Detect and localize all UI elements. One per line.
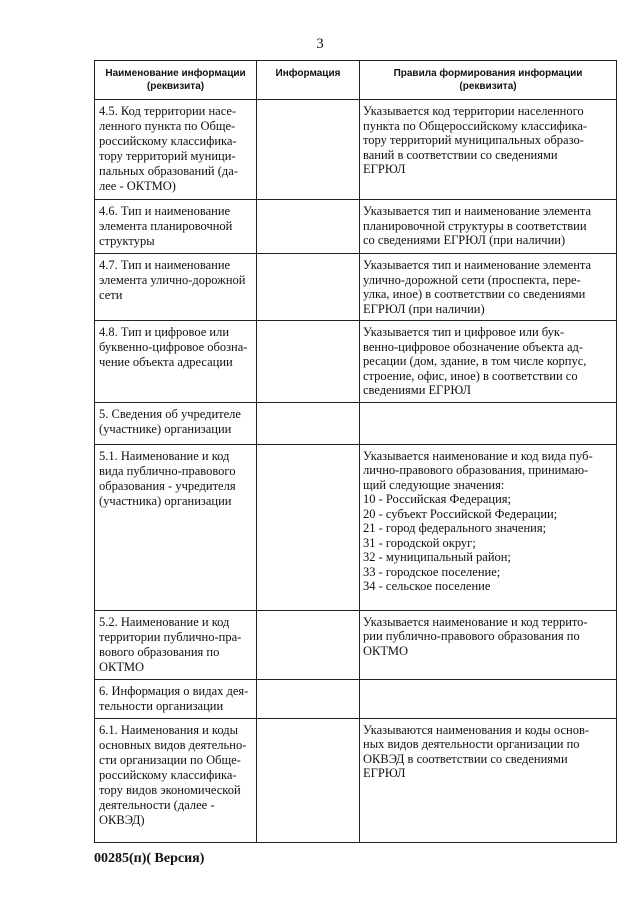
requisite-name-line: 4.6. Тип и наименование	[99, 204, 231, 218]
table-row	[95, 321, 617, 403]
rule-line: 34 - сельское поселение	[363, 579, 491, 593]
rule-line: рии публично-правового образования по	[363, 629, 580, 643]
information-cell	[257, 444, 360, 610]
document-footer: 00285(п)( Версия)	[94, 851, 205, 866]
requisite-name-line: пальных образований (да-	[99, 164, 238, 178]
rule-line: строение, офис, иное) в соответствии со	[363, 368, 578, 383]
rule-line: лично-правового образования, принимаю-	[363, 463, 589, 477]
requisite-name-line: структуры	[99, 234, 155, 248]
requisite-name-line: буквенно-цифровое обозна-	[99, 340, 248, 354]
rule-line: Указывается тип и наименование элемента	[363, 204, 592, 218]
requisite-name-line: российскому классифика-	[99, 134, 237, 148]
requisite-name-line: ОКВЭД)	[99, 812, 145, 827]
rule-line: 21 - город федерального значения;	[363, 521, 547, 535]
requisite-name-cell	[95, 610, 257, 679]
rule-line: Указывается код территории населенного	[363, 104, 584, 118]
rule-line: планировочной структуры в соответствии	[363, 218, 587, 233]
rule-line: 10 - Российская Федерация;	[363, 492, 512, 506]
rule-line: улка, иное) в соответствии со сведениями	[363, 287, 586, 301]
rule-line: Указывается тип и цифровое или бук-	[363, 325, 565, 339]
requisite-name-line: лее - ОКТМО)	[99, 179, 176, 193]
rule-line: венно-цифровое обозначение объекта ад-	[363, 339, 584, 354]
information-cell	[257, 402, 360, 444]
table-row	[95, 402, 617, 444]
rule-line: ЕГРЮЛ	[363, 162, 406, 176]
header-info: Информация	[257, 61, 360, 100]
requisite-name-line: 6.1. Наименования и коды	[99, 722, 238, 737]
rule-line: ЕГРЮЛ (при наличии)	[363, 301, 485, 316]
requisite-name-line: 5.1. Наименование и код	[99, 448, 230, 463]
requisite-name-cell	[95, 402, 257, 444]
rule-cell	[360, 402, 617, 444]
rule-line: 31 - городской округ;	[363, 535, 476, 550]
rule-cell	[360, 254, 617, 321]
requisite-name-line: ленного пункта по Обще-	[99, 119, 236, 133]
rule-line: 33 - городское поселение;	[363, 564, 501, 579]
information-cell	[257, 200, 360, 254]
requisite-name-line: основных видов деятельно-	[99, 737, 247, 752]
requisite-name-line: образования - учредителя	[99, 478, 236, 493]
requisite-name-line: территории публично-пра-	[99, 629, 242, 644]
rule-line: улично-дорожной сети (проспекта, пере-	[363, 272, 581, 287]
rule-line: Указывается наименование и код террито-	[363, 614, 588, 629]
information-cell	[257, 254, 360, 321]
rule-cell	[360, 610, 617, 679]
information-cell	[257, 718, 360, 842]
rule-line: Указывается наименование и код вида пуб-	[363, 448, 593, 463]
requisite-name-line: чение объекта адресации	[99, 355, 233, 369]
rule-cell	[360, 718, 617, 842]
table-body	[95, 100, 617, 843]
rule-line: Указывается тип и наименование элемента	[363, 258, 592, 272]
requisite-name-cell	[95, 100, 257, 200]
requisite-name-line: сти организации по Обще-	[99, 752, 241, 767]
information-cell	[257, 321, 360, 403]
rule-cell	[360, 200, 617, 254]
requisite-name-line: элемента улично-дорожной	[99, 273, 246, 287]
rule-line: ваний в соответствии со сведениями	[363, 147, 558, 162]
requisite-name-line: 4.5. Код территории насе-	[99, 104, 237, 118]
requisite-name-line: сети	[99, 288, 123, 302]
rule-line: ресации (дом, здание, в том числе корпус,	[363, 354, 587, 368]
requisite-name-cell	[95, 200, 257, 254]
rule-line: со сведениями ЕГРЮЛ (при наличии)	[363, 233, 566, 247]
requisite-name-line: элемента планировочной	[99, 219, 233, 233]
rule-line: ных видов деятельности организации по	[363, 737, 580, 751]
header-name: Наименование информации (реквизита)	[95, 61, 257, 100]
rule-line: ОКТМО	[363, 643, 408, 658]
rule-cell	[360, 100, 617, 200]
requisite-name-line: тельности организации	[99, 698, 224, 713]
requisite-name-cell	[95, 444, 257, 610]
header-rule: Правила формирования информации (реквизита)	[360, 61, 617, 100]
table-row	[95, 718, 617, 842]
table-header-row	[95, 61, 617, 100]
information-cell	[257, 100, 360, 200]
rule-line: 20 - субъект Российской Федерации;	[363, 506, 558, 521]
page-number: 3	[316, 36, 324, 52]
rule-line: 32 - муниципальный район;	[363, 550, 511, 564]
rule-cell	[360, 444, 617, 610]
rule-line: тору территорий муниципальных образо-	[363, 133, 584, 147]
requisite-name-line: тору территорий муници-	[99, 149, 236, 163]
requisite-name-line: российскому классифика-	[99, 767, 237, 782]
rule-line: ОКВЭД в соответствии со сведениями	[363, 751, 568, 766]
requisite-name-line: 4.8. Тип и цифровое или	[99, 325, 230, 339]
requisite-name-cell	[95, 321, 257, 403]
rule-line: Указываются наименования и коды основ-	[363, 722, 590, 737]
requisite-name-line: 4.7. Тип и наименование	[99, 258, 231, 272]
requisite-name-line: деятельности (далее -	[99, 797, 215, 812]
rule-cell	[360, 679, 617, 718]
requisites-table	[94, 60, 617, 843]
requisite-name-cell	[95, 718, 257, 842]
requisite-name-line: тору видов экономической	[99, 782, 241, 797]
table-row	[95, 100, 617, 200]
rule-line: пункта по Общероссийскому классифика-	[363, 118, 588, 133]
requisite-name-line: (участнике) организации	[99, 421, 232, 436]
requisite-name-line: 6. Информация о видах дея-	[99, 683, 249, 698]
requisite-name-cell	[95, 679, 257, 718]
rule-cell	[360, 321, 617, 403]
table-row	[95, 610, 617, 679]
information-cell	[257, 610, 360, 679]
table-row	[95, 254, 617, 321]
table-row	[95, 679, 617, 718]
table-row	[95, 200, 617, 254]
rule-line: щий следующие значения:	[363, 477, 505, 492]
requisite-name-line: вового образования по	[99, 644, 220, 659]
requisite-name-cell	[95, 254, 257, 321]
requisite-name-line: ОКТМО	[99, 659, 144, 674]
rule-line: сведениями ЕГРЮЛ	[363, 383, 472, 397]
requisite-name-line: 5. Сведения об учредителе	[99, 406, 241, 421]
information-cell	[257, 679, 360, 718]
requisite-name-line: 5.2. Наименование и код	[99, 614, 230, 629]
table-row	[95, 444, 617, 610]
rule-line: ЕГРЮЛ	[363, 766, 406, 780]
requisite-name-line: (участника) организации	[99, 493, 232, 508]
requisite-name-line: вида публично-правового	[99, 463, 236, 478]
